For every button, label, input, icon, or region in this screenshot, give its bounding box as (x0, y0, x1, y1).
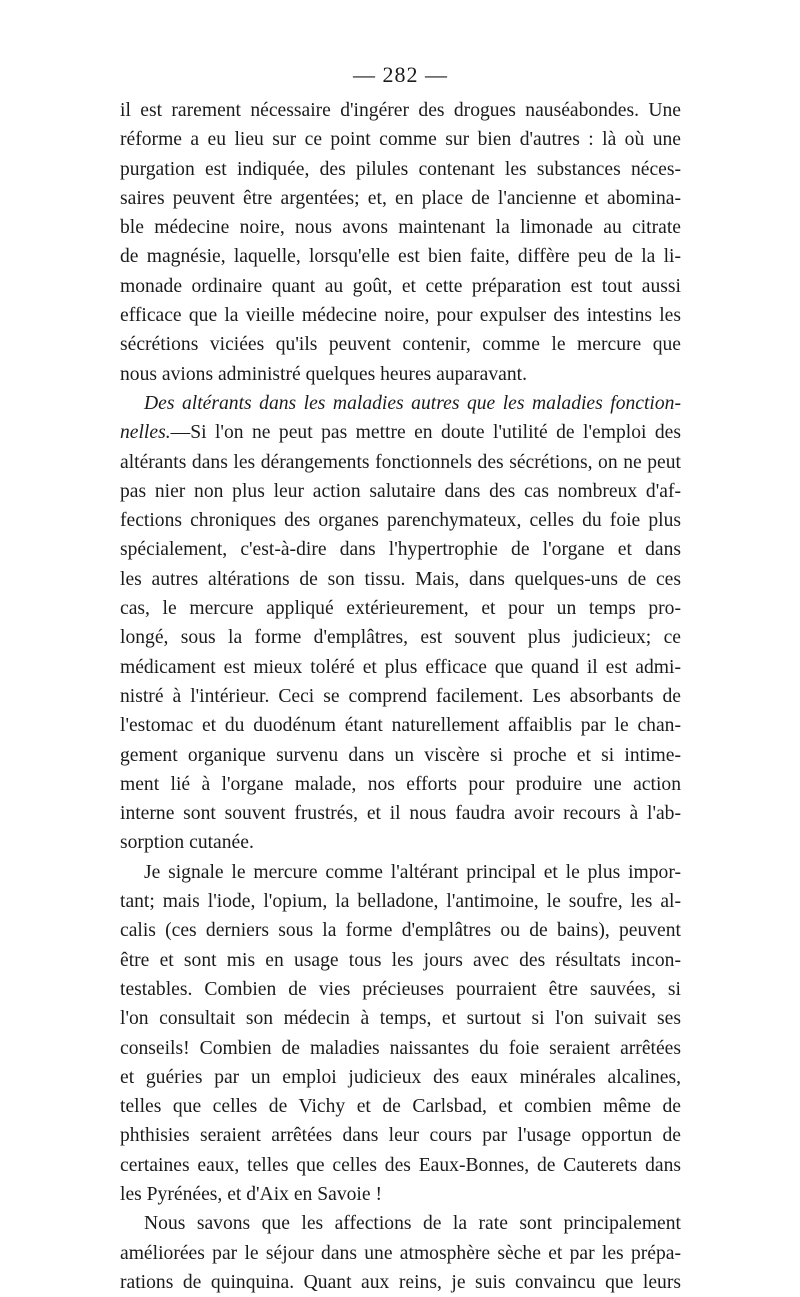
text-line: les autres altérations de son tissu. Mais, dans quelques-uns de ces (120, 568, 681, 590)
text-line: longé, sous la forme d'emplâtres, est souvent plus judicieux; ce (120, 627, 681, 649)
text-line: réforme a eu lieu sur ce point comme sur bien d'autres : là où une (120, 129, 681, 151)
text-line: spécialement, c'est-à-dire dans l'hypertrophie de l'organe et dans (120, 539, 681, 561)
text-line: tant; mais l'iode, l'opium, la belladone, l'antimoine, le soufre, les al- (120, 891, 681, 913)
text-line: altérants dans les dérangements fonctionnels des sécrétions, on ne peut (120, 451, 681, 473)
text-line: sécrétions viciées qu'ils peuvent contenir, comme le mercure que (120, 334, 681, 356)
text-line: Nous savons que les affections de la rate sont principalement (144, 1213, 681, 1235)
text-line: il est rarement nécessaire d'ingérer des drogues nauséabondes. Une (120, 100, 681, 121)
text-line: et guéries par un emploi judicieux des eaux minérales alcalines, (120, 1066, 681, 1088)
text-line: fections chroniques des organes parenchymateux, celles du foie plus (120, 510, 681, 532)
text-line: nistré à l'intérieur. Ceci se comprend facilement. Les absorbants de (120, 685, 681, 707)
text-line: l'estomac et du duodénum étant naturellement affaiblis par le chan- (120, 715, 681, 737)
text-line: gement organique survenu dans un viscère si proche et si intime- (120, 744, 681, 766)
paragraph-1 (120, 96, 681, 389)
text-line: ble médecine noire, nous avons maintenant la limonade au citrate (120, 217, 681, 239)
text-line: Je signale le mercure comme l'altérant principal et le plus impor- (144, 861, 681, 883)
text-line: de magnésie, laquelle, lorsqu'elle est bien faite, diffère peu de la li- (120, 246, 681, 268)
text-line: médicament est mieux toléré et plus efficace que quand il est admi- (120, 656, 681, 678)
text-line: rations de quinquina. Quant aux reins, je suis convaincu que leurs (120, 1271, 681, 1293)
text-line: interne sont souvent frustrés, et il nous faudra avoir recours à l'ab- (120, 803, 681, 825)
section-heading-rest: —Si l'on ne peut pas mettre en doute l'utilité de l'emploi des (170, 422, 681, 444)
text-line: être et sont mis en usage tous les jours avec des résultats incon- (120, 949, 681, 971)
page-number: — 282 — (353, 62, 448, 87)
text-line (120, 418, 681, 447)
paragraph-3 (120, 858, 681, 1210)
text-line: monade ordinaire quant au goût, et cette préparation est tout aussi (120, 275, 681, 297)
text-line: nous avions administré quelques heures auparavant. (120, 363, 528, 385)
text-line: cas, le mercure appliqué extérieurement, et pour un temps pro- (120, 598, 681, 620)
text-line: conseils! Combien de maladies naissantes du foie seraient arrêtées (120, 1037, 681, 1059)
text-line: sorption cutanée. (120, 832, 254, 854)
text-line: pas nier non plus leur action salutaire dans des cas nombreux d'af- (120, 480, 681, 502)
paragraph-4 (120, 1209, 681, 1297)
text-line: saires peuvent être argentées; et, en place de l'ancienne et abomina- (120, 187, 681, 209)
text-line: ment lié à l'organe malade, nos efforts pour produire une action (120, 773, 681, 795)
text-line: purgation est indiquée, des pilules contenant les substances néces- (120, 158, 681, 180)
text-line: telles que celles de Vichy et de Carlsbad, et combien même de (120, 1096, 681, 1118)
text-line: calis (ces derniers sous la forme d'emplâtres ou de bains), peuvent (120, 920, 681, 942)
text-line: certaines eaux, telles que celles des Eaux-Bonnes, de Cauterets dans (120, 1154, 681, 1176)
section-heading-end: nelles. (120, 422, 171, 444)
book-page (120, 60, 681, 1297)
text-line: améliorées par le séjour dans une atmosphère sèche et par les prépa- (120, 1242, 681, 1264)
text-line: l'on consultait son médecin à temps, et surtout si l'on suivait ses (120, 1008, 681, 1030)
text-line: testables. Combien de vies précieuses pourraient être sauvées, si (120, 978, 681, 1000)
text-line: efficace que la vieille médecine noire, pour expulser des intestins les (120, 305, 681, 327)
text-line: les Pyrénées, et d'Aix en Savoie ! (120, 1183, 382, 1205)
text-line: phthisies seraient arrêtées dans leur cours par l'usage opportun de (120, 1125, 681, 1147)
section-heading: Des altérants dans les maladies autres que les maladies fonction- (144, 392, 681, 414)
paragraph-2 (120, 389, 681, 858)
